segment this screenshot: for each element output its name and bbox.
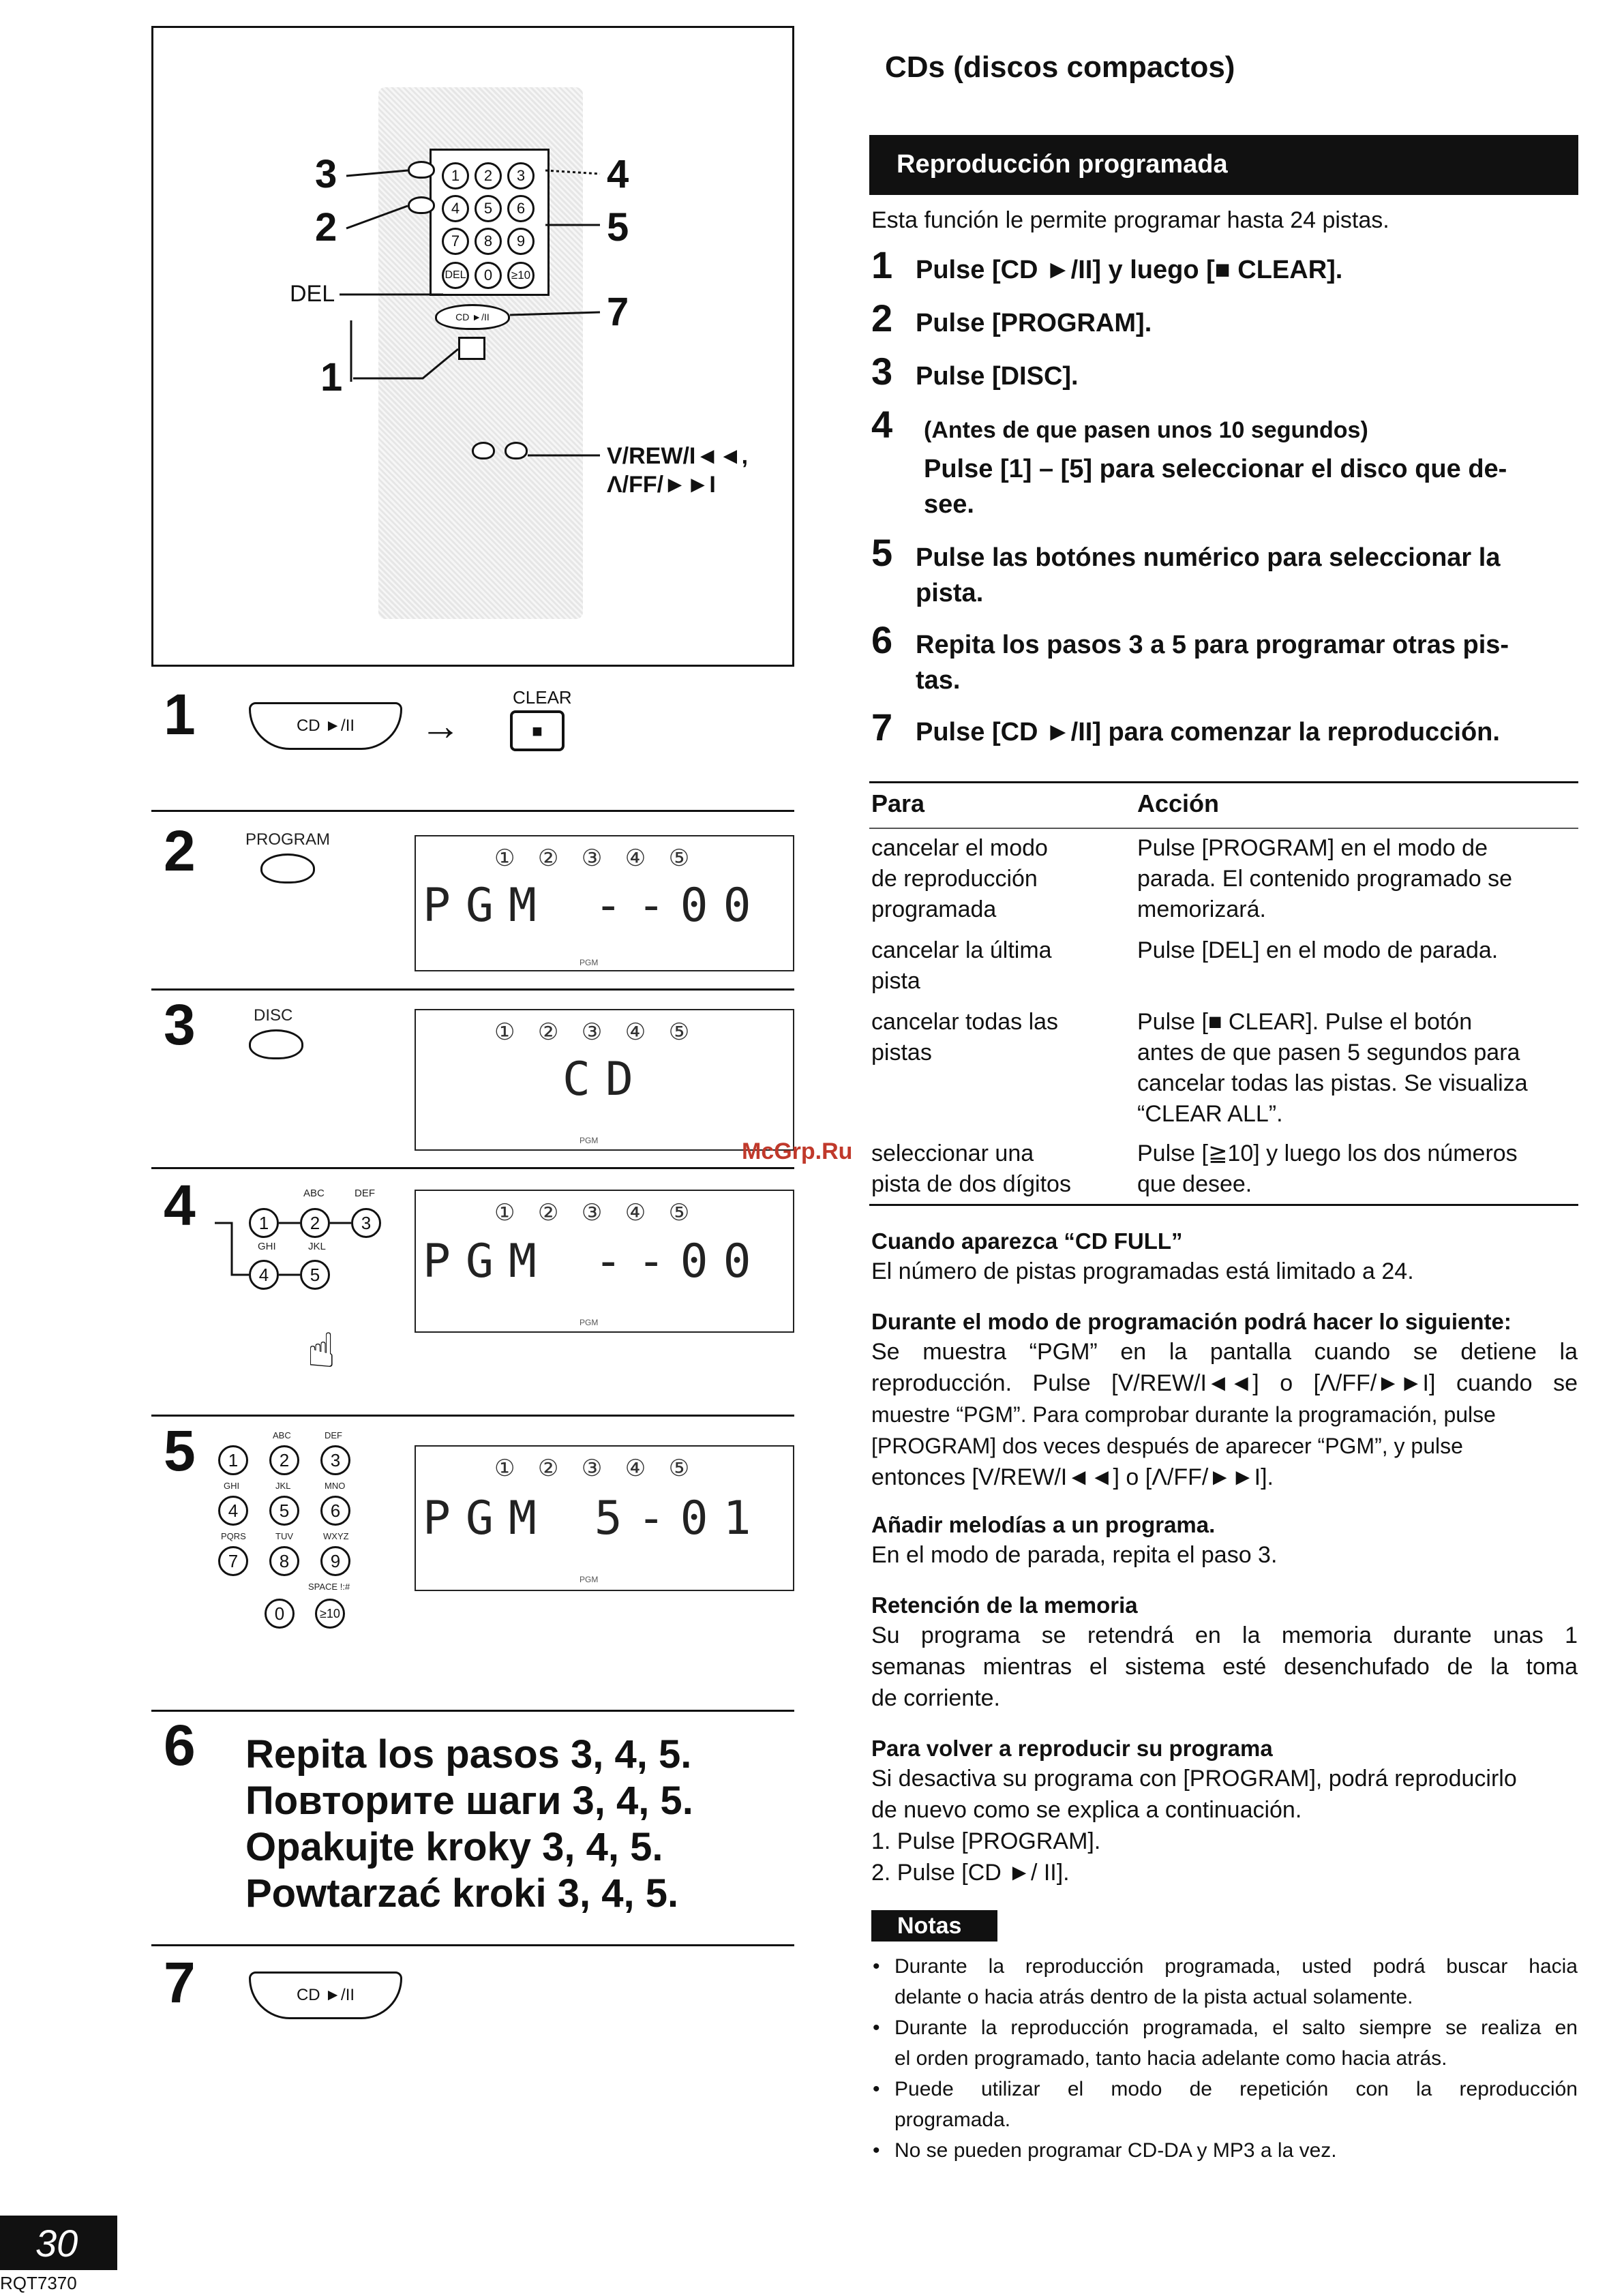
display-step-4 [415,1190,794,1333]
remote-key-8: 8 [475,228,502,255]
callout-rew: V/REW/I◄◄, [607,443,749,469]
section-text: El número de pistas programadas está limitado a 24. [871,1258,1414,1284]
table-cell: “CLEAR ALL”. [1137,1101,1283,1127]
table-cell: parada. El contenido programado se [1137,866,1513,892]
section-text: 1. Pulse [PROGRAM]. [871,1828,1101,1854]
disc-indicators: ① ② ③ ④ ⑤ [494,1455,698,1481]
remote-key-1: 1 [442,162,469,190]
table-cell: Pulse [DEL] en el modo de parada. [1137,937,1499,963]
step-number: 7 [871,706,893,749]
key-8: 8 [269,1546,299,1576]
pgm-indicator: PGM [580,958,599,967]
key-6: 6 [320,1496,350,1526]
notes-label: Notas [871,1910,997,1942]
display-readout: PGM --00 [423,879,766,933]
table-cell: cancelar la última [871,937,1052,963]
step-text: pista. [916,579,984,607]
table-cell: cancelar todas las [871,1009,1059,1035]
callout-4: 4 [607,152,629,196]
key-1: 1 [249,1208,279,1238]
step-note: (Antes de que pasen unos 10 segundos) [924,417,1368,443]
divider [151,1710,794,1712]
clear-label: CLEAR [513,687,572,708]
step-text: Pulse [DISC]. [916,362,1079,391]
table-cell: memorizará. [1137,896,1266,922]
callout-5: 5 [607,205,629,250]
intro-text: Esta función le permite programar hasta 24 pistas. [871,207,1389,233]
divider [151,1944,794,1946]
note-text: delante o hacia atrás dentro de la pista actual solamente. [894,1986,1413,2008]
remote-key-6: 6 [507,195,535,222]
step-number: 2 [871,297,893,339]
repeat-steps-pl: Powtarzać kroki 3, 4, 5. [245,1871,679,1916]
left-step-4: 4 [164,1173,196,1237]
section-text: [PROGRAM] dos veces después de aparecer “PGM”, y pulse [871,1434,1463,1458]
cd-play-pause-button: CD ►/II [249,1972,402,2019]
section-banner: Reproducción programada [869,135,1578,195]
section-heading: Para volver a reproducir su programa [871,1736,1273,1761]
disc-indicators: ① ② ③ ④ ⑤ [494,845,698,871]
key-2: 2 [269,1445,299,1475]
left-step-3: 3 [164,993,196,1057]
key-9: 9 [320,1546,350,1576]
note-text: Durante la reproducción programada, usted podrá buscar hacia [894,1955,1578,1978]
note-text: No se pueden programar CD-DA y MP3 a la vez. [894,2139,1337,2162]
key-10plus: ≥10 [315,1599,345,1629]
section-text: de nuevo como se explica a continuación. [871,1797,1302,1823]
remote-key-3: 3 [507,162,535,190]
left-step-7: 7 [164,1950,196,2014]
step-text: Pulse [CD ►/II] para comenzar la reproducción. [916,718,1500,746]
section-heading: Durante el modo de programación podrá hacer lo siguiente: [871,1309,1512,1334]
section-text: semanas mientras el sistema esté desenchufado de la toma [871,1654,1578,1680]
table-cell: Pulse [■ CLEAR]. Pulse el botón [1137,1009,1473,1035]
page-number: 30 [0,2216,117,2270]
remote-key-del: DEL [442,262,469,289]
key-letters-jkl: JKL [275,1481,291,1491]
step-text: tas. [916,666,961,695]
remote-key-4: 4 [442,195,469,222]
remote-cd-play-button: CD ►/II [435,304,510,330]
key-4: 4 [249,1260,279,1290]
step-number: 3 [871,350,893,393]
repeat-steps-es: Repita los pasos 3, 4, 5. [245,1732,692,1777]
section-text: muestre “PGM”. Para comprobar durante la programación, pulse [871,1402,1496,1427]
display-readout: CD [562,1053,648,1106]
table-cell: pistas [871,1040,932,1066]
key-letters-def: DEF [355,1188,375,1199]
divider [151,1415,794,1417]
key-letters-ghi: GHI [224,1481,240,1491]
step-number: 1 [871,243,893,286]
note-text: Durante la reproducción programada, el salto siempre se realiza en [894,2016,1578,2039]
table-cell: cancelar el modo [871,835,1048,861]
step-text: Pulse [1] – [5] para seleccionar el disco que de- [924,455,1507,483]
step-text: Pulse las botónes numérico para seleccionar la [916,543,1501,572]
callout-del: DEL [290,281,335,307]
step-text: Pulse [PROGRAM]. [916,309,1152,337]
key-letters-tuv: TUV [275,1531,293,1541]
key-7: 7 [218,1546,248,1576]
left-step-6: 6 [164,1713,196,1777]
key-3: 3 [320,1445,350,1475]
table-cell: antes de que pasen 5 segundos para [1137,1040,1520,1066]
left-step-2: 2 [164,819,196,883]
section-text: Se muestra “PGM” en la pantalla cuando se detiene la [871,1339,1578,1365]
remote-key-0: 0 [475,262,502,289]
callout-ff: Λ/FF/►►I [607,472,716,498]
section-heading: Añadir melodías a un programa. [871,1512,1216,1537]
section-heading: Cuando aparezca “CD FULL” [871,1228,1183,1254]
section-text: de corriente. [871,1685,1000,1711]
table-header-para: Para [871,789,925,817]
table-cell: que desee. [1137,1171,1252,1197]
table-row [871,1007,1058,1068]
key-0: 0 [265,1599,295,1629]
table-bottom-rule [869,1204,1578,1206]
section-text: Si desactiva su programa con [PROGRAM], podrá reproducirlo [871,1766,1517,1792]
note-text: Puede utilizar el modo de repetición con la reproducción [894,2078,1578,2100]
step-number: 6 [871,618,893,661]
table-header-rule [869,828,1578,829]
display-step-5 [415,1445,794,1591]
display-readout: PGM --00 [423,1235,766,1288]
section-text: Su programa se retendrá en la memoria durante unas 1 [871,1622,1578,1648]
key-4: 4 [218,1496,248,1526]
bullet-icon: • [873,2078,880,2100]
key-letters-abc: ABC [273,1430,291,1440]
stop-clear-button: ■ [510,710,565,751]
table-row [1137,1007,1528,1130]
note-text: el orden programado, tanto hacia adelante como hacia atrás. [894,2047,1447,2070]
table-cell: pista de dos dígitos [871,1171,1071,1197]
remote-key-9: 9 [507,228,535,255]
remote-key-2: 2 [475,162,502,190]
table-cell: cancelar todas las pistas. Se visualiza [1137,1070,1528,1096]
left-step-5: 5 [164,1419,196,1483]
table-header-accion: Acción [1137,789,1220,817]
callout-2: 2 [315,205,337,250]
key-letters-abc: ABC [303,1188,325,1199]
arrow-right-icon: → [420,703,461,749]
pointing-hand-icon: ☝ [307,1324,336,1377]
key-letters-def: DEF [325,1430,342,1440]
table-cell: seleccionar una [871,1141,1034,1166]
table-cell: de reproducción [871,866,1038,892]
table-top-rule [869,781,1578,783]
note-text: programada. [894,2109,1011,2131]
display-readout: PGM 5-01 [423,1492,766,1545]
table-row [1137,1138,1518,1200]
key-2: 2 [300,1208,330,1238]
step-number: 4 [871,403,893,446]
remote-key-7: 7 [442,228,469,255]
program-label: PROGRAM [245,830,331,849]
pgm-indicator: PGM [580,1318,599,1327]
table-row [1137,935,1498,966]
cd-play-pause-button: CD ►/II [249,702,402,750]
bullet-icon: • [873,2139,880,2162]
table-cell: programada [871,896,997,922]
table-row [871,1138,1071,1200]
step-number: 5 [871,531,893,574]
section-text: En el modo de parada, repita el paso 3. [871,1542,1278,1568]
section-text: reproducción. Pulse [V/REW/I◄◄] o [Λ/FF/►►I] cuando se [871,1370,1578,1396]
disc-indicators: ① ② ③ ④ ⑤ [494,1200,698,1226]
key-3: 3 [351,1208,381,1238]
callout-7: 7 [607,290,629,334]
pgm-indicator: PGM [580,1575,599,1584]
remote-key-10plus: ≥10 [507,262,535,289]
key-letters-space: SPACE !:# [308,1582,350,1592]
section-text: 2. Pulse [CD ►/ II]. [871,1860,1070,1886]
step-text: Repita los pasos 3 a 5 para programar otras pis- [916,631,1509,659]
page-title: CDs (discos compactos) [885,50,1235,84]
disc-indicators-blinking: ① ② ③ ④ ⑤ [494,1019,698,1045]
table-cell: Pulse [≧10] y luego los dos números [1137,1141,1518,1166]
repeat-steps-ru: Повторите шаги 3, 4, 5. [245,1779,693,1823]
key-5: 5 [300,1260,330,1290]
remote-key-5: 5 [475,195,502,222]
section-heading: Retención de la memoria [871,1592,1138,1618]
key-letters-ghi: GHI [258,1241,276,1252]
table-row [871,833,1048,925]
key-5: 5 [269,1496,299,1526]
key-letters-jkl: JKL [308,1241,326,1252]
table-row [871,935,1052,997]
bullet-icon: • [873,1955,880,1978]
callout-1: 1 [320,355,343,399]
document-code: RQT7370 [0,2273,77,2293]
section-text: entonces [V/REW/I◄◄] o [Λ/FF/►►I]. [871,1464,1274,1490]
pgm-indicator: PGM [580,1136,599,1145]
table-cell: Pulse [PROGRAM] en el modo de [1137,835,1488,861]
table-cell: pista [871,968,920,994]
bullet-icon: • [873,2016,880,2039]
step-text: Pulse [CD ►/II] y luego [■ CLEAR]. [916,256,1343,284]
key-letters-wxyz: WXYZ [323,1531,349,1541]
callout-3: 3 [315,152,337,196]
key-1: 1 [218,1445,248,1475]
left-step-1: 1 [164,682,196,746]
repeat-steps-cs: Opakujte kroky 3, 4, 5. [245,1825,663,1869]
step-text: see. [924,490,974,519]
watermark: McGrp.Ru [742,1138,853,1164]
key-letters-pqrs: PQRS [221,1531,246,1541]
table-row [1137,833,1512,925]
disc-label: DISC [254,1006,293,1025]
key-letters-mno: MNO [325,1481,346,1491]
